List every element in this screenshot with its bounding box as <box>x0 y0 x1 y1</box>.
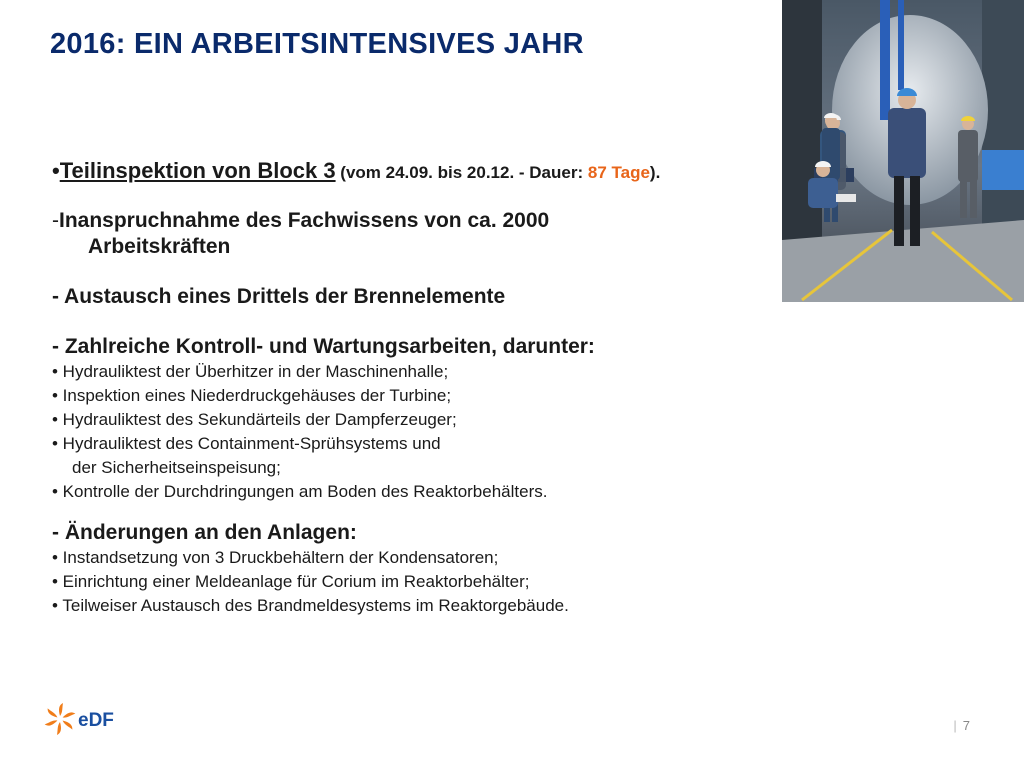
spacer <box>52 310 772 334</box>
edf-logo-mark <box>44 701 134 737</box>
controls-item-5: • Kontrolle der Durchdringungen am Boden des Reaktorbehälters. <box>52 482 548 501</box>
edf-logo <box>44 701 134 737</box>
controls-item-3: • Hydrauliktest des Sekundärteils der Dampferzeuger; <box>52 410 457 429</box>
slide-content <box>52 158 772 618</box>
controls-item-1: • Hydrauliktest der Überhitzer in der Maschinenhalle; <box>52 362 449 381</box>
workers-photo <box>782 0 1024 302</box>
edf-logo-text: eDF <box>78 710 114 731</box>
point-staff-dash: - <box>52 209 59 232</box>
controls-item-4: • Hydrauliktest des Containment-Sprühsystems und <box>52 434 441 453</box>
changes-item-1: • Instandsetzung von 3 Druckbehältern der Kondensatoren; <box>52 548 499 567</box>
main-point-bullet: • <box>52 158 60 183</box>
workers-photo-image <box>782 0 1024 302</box>
point-staff-line1: Inanspruchnahme des Fachwissens von ca. 2000 <box>59 209 550 232</box>
main-point-underlined: Teilinspektion von Block 3 <box>59 158 336 183</box>
point-changes-heading: - Änderungen an den Anlagen: <box>52 521 357 544</box>
main-point-duration: 87 Tage <box>587 163 650 182</box>
point-changes <box>52 520 772 618</box>
controls-item-4-continuation: der Sicherheitseinspeisung; <box>72 458 281 477</box>
main-point-detail-suffix: ). <box>649 163 661 182</box>
page-number: 7 <box>962 718 970 733</box>
spacer <box>52 184 772 208</box>
point-controls <box>52 334 772 504</box>
point-staff <box>52 208 772 260</box>
spacer <box>52 260 772 284</box>
controls-item-2: • Inspektion eines Niederdruckgehäuses der Turbine; <box>52 386 452 405</box>
point-staff-line2: Arbeitskräften <box>88 235 231 258</box>
changes-item-3: • Teilweiser Austausch des Brandmeldesystems im Reaktorgebäude. <box>52 596 569 615</box>
changes-item-2: • Einrichtung einer Meldeanlage für Corium im Reaktorbehälter; <box>52 572 530 591</box>
page-number-separator: | <box>953 718 957 733</box>
slide-title: 2016: EIN ARBEITSINTENSIVES JAHR <box>50 28 584 60</box>
point-fuel: - Austausch eines Drittels der Brennelemente <box>52 285 506 308</box>
main-point <box>52 158 772 184</box>
point-controls-heading: - Zahlreiche Kontroll- und Wartungsarbeiten, darunter: <box>52 335 595 358</box>
main-point-detail-prefix: (vom 24.09. bis 20.12. - Dauer: <box>335 163 588 182</box>
spacer <box>52 504 772 520</box>
page-number-area <box>953 718 970 733</box>
